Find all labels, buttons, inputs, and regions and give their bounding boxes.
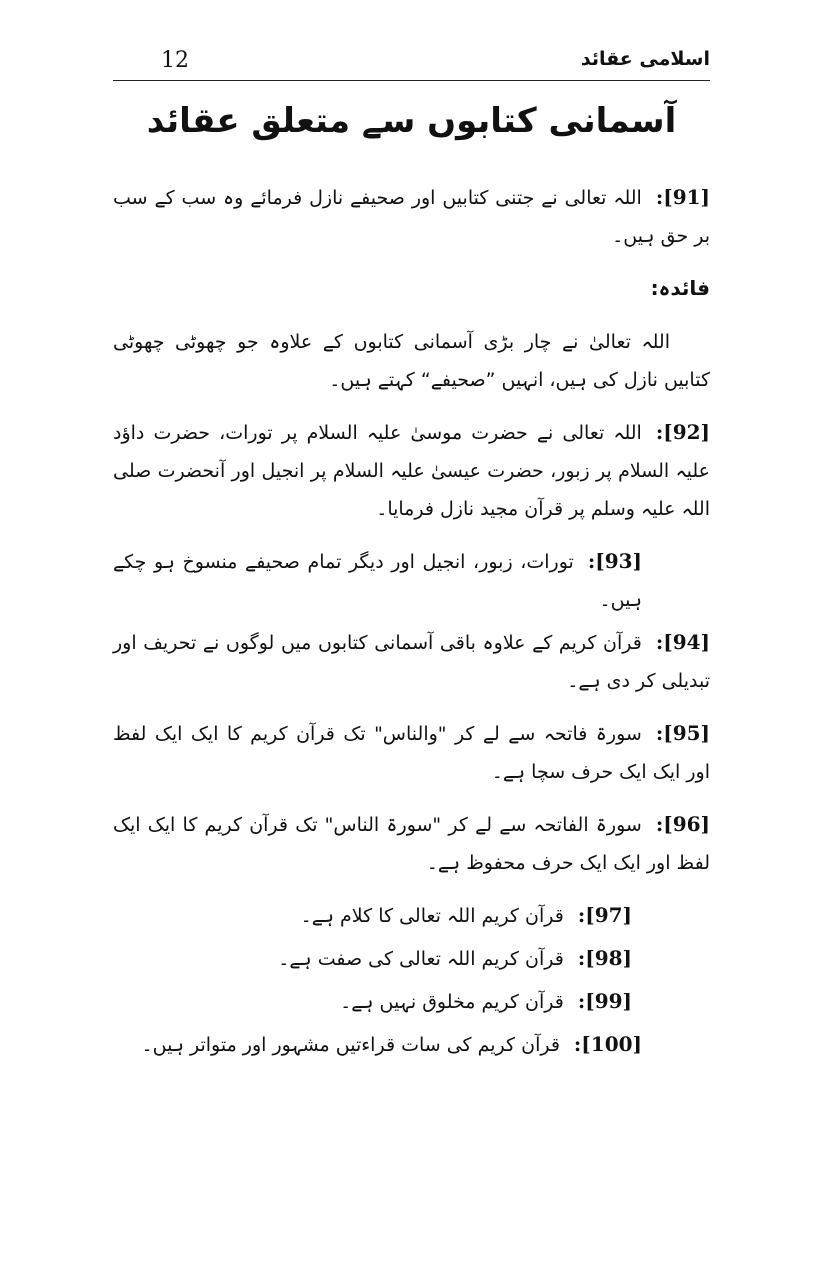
item-number: [91]: [655,185,710,209]
item-number: [99]: [577,989,632,1013]
item-text: قرآن کریم کی سات قراءتیں مشہور اور متواتر ہیں۔ [141,1034,560,1056]
item-number: [95]: [655,721,710,745]
item-text: قرآن کریم اللہ تعالی کی صفت ہے۔ [278,948,564,970]
item-96 [113,805,710,882]
item-93 [113,542,710,619]
item-text: قرآن کریم مخلوق نہیں ہے۔ [340,991,564,1013]
item-number: [98]: [577,946,632,970]
page-header [113,48,710,84]
note-label: فائدہ: [650,276,710,300]
item-text: سورۃ الفاتحہ سے لے کر "سورۃ الناس" تک قرآن کریم کا ایک ایک لفظ اور ایک ایک حرف محفوظ ہے۔ [113,814,710,874]
item-number: [93]: [587,549,642,573]
item-number: [94]: [655,630,710,654]
item-number: [97]: [577,903,632,927]
item-text: سورۃ فاتحہ سے لے کر "والناس" تک قرآن کریم کا ایک ایک لفظ اور ایک ایک حرف سچا ہے۔ [113,723,710,783]
item-text: تورات، زبور، انجیل اور دیگر تمام صحیفے منسوخ ہو چکے ہیں۔ [113,551,642,611]
page-number: 12 [161,48,189,73]
item-text: قرآن کریم کے علاوہ باقی آسمانی کتابوں میں لوگوں نے تحریف اور تبدیلی کر دی ہے۔ [113,632,710,692]
item-100 [113,1025,710,1064]
item-91 [113,178,710,255]
running-title: اسلامی عقائد [580,48,710,70]
item-97 [113,896,710,935]
header-divider [113,80,710,81]
item-text: قرآن کریم اللہ تعالی کا کلام ہے۔ [300,905,564,927]
item-number: [92]: [655,420,710,444]
chapter-title: آسمانی کتابوں سے متعلق عقائد [146,101,677,141]
note-body: اللہ تعالیٰ نے چار بڑی آسمانی کتابوں کے علاوہ جو چھوٹی چھوٹی کتابیں نازل کی ہیں، انہیں ”صحیفے“ کہتے ہیں۔ [113,331,710,391]
item-text: اللہ تعالی نے حضرت موسیٰ علیہ السلام پر تورات، حضرت داؤد علیہ السلام پر زبور، حضرت عیسیٰ علیہ السلام پر انجیل اور آنحضرت صلی اللہ علیہ وسلم پر قرآن مجید نازل فرمایا۔ [113,422,710,520]
item-number: [96]: [655,812,710,836]
item-95 [113,714,710,791]
page-content [113,178,710,1068]
item-94 [113,623,710,700]
item-text: اللہ تعالی نے جتنی کتابیں اور صحیفے نازل فرمائے وہ سب کے سب بر حق ہیں۔ [113,187,710,247]
item-92 [113,413,710,528]
item-99 [113,982,710,1021]
item-98 [113,939,710,978]
item-number: [100]: [573,1032,642,1056]
